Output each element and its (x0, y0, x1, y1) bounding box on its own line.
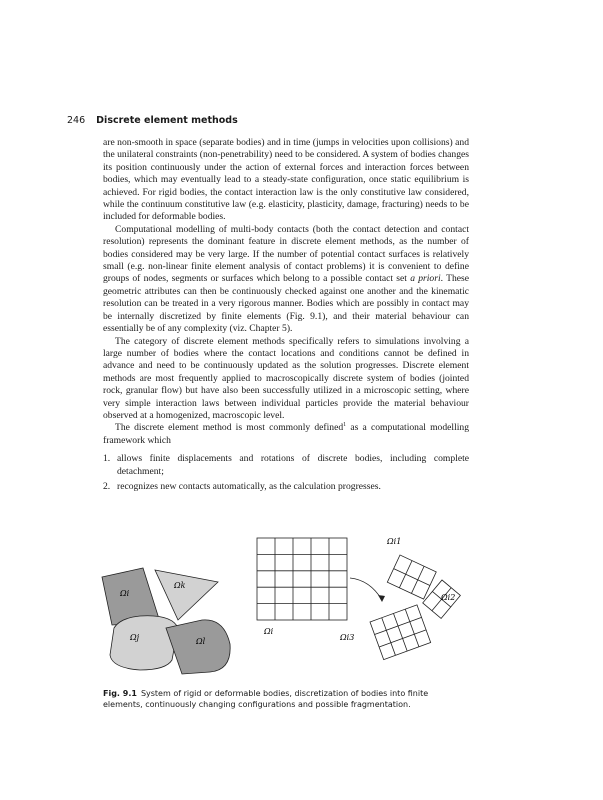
label-omega-i: Ωi (120, 589, 130, 598)
paragraph-1: are non-smooth in space (separate bodies) and in time (jumps in velocities upon collisions) and the unilateral constraints (non-penetrability) need to be considered. A system of bodies changes its position continuously under the action of external forces and interaction forces between bodies, which may eventually lead to a steady-state configuration, once static equilibrium is achieved. For rigid bodies, the contact interaction law is the only constitutive law considered, while the continuum constitutive law (e.g. elasticity, plasticity, damage, fracturing) needs to be included for deformable bodies. (103, 137, 469, 223)
arrow-head (378, 595, 385, 602)
label-omega-i-2: Ωi2 (441, 593, 456, 602)
list-item: 1. allows finite displacements and rotations of discrete bodies, including complete detachment; (103, 453, 469, 477)
paragraph-3: The category of discrete element methods specifically refers to simulations involving a large number of bodies where the contact locations and conditions cannot be defined in advance and need to be continuously updated as the solution progresses. Discrete element methods are most frequently applied to macroscopically discrete system of bodies (jointed rock, granular flow) but have also been successfully utilized in a microscopic setting, where very simple interaction laws between individual particles provide the material behaviour observed at a homogenized, macroscopic level. (103, 335, 469, 421)
running-header (67, 115, 238, 126)
paragraph-4: The discrete element method is most commonly defined$^1$ as a computational modelling framework which (103, 422, 469, 446)
figure-9-1 (100, 520, 480, 690)
figure-caption (103, 688, 469, 710)
label-omega-l: Ωl (196, 637, 206, 646)
label-omega-i-grid: Ωi (264, 627, 274, 636)
caption-text: System of rigid or deformable bodies, discretization of bodies into finite elements, continuously changing configurations and possible fragmentation. (103, 689, 429, 709)
figure-drawing (100, 520, 480, 690)
chapter-title: Discrete element methods (96, 115, 238, 126)
finite-element-grid (257, 538, 347, 620)
definition-list (103, 453, 469, 493)
label-omega-i-1: Ωi1 (387, 537, 402, 546)
footnote-marker: 1 (343, 422, 347, 429)
label-omega-k: Ωk (174, 581, 186, 590)
fragment-1 (387, 555, 436, 599)
body-omega-k (155, 570, 218, 620)
page-number: 246 (67, 115, 86, 126)
body-text (103, 137, 469, 496)
label-omega-i-3: Ωi3 (340, 633, 355, 642)
label-omega-j: Ωj (130, 633, 140, 642)
caption-label: Fig. 9.1 (103, 689, 137, 698)
transition-arrow (350, 578, 382, 600)
body-omega-j (110, 616, 178, 670)
paragraph-2: Computational modelling of multi-body contacts (both the contact detection and contact resolution) represents the dominant feature in discrete element methods, as the number of bodies considered may be very large. If the number of potential contact surfaces is relatively small (e.g. non-linear finite element analysis of contact problems) it is convenient to define groups of nodes, segments or surfaces which belong to a possible contact set a priori. These geometric attributes can then be continuously checked against one another and the kinematic resolution can be treated in a very rigorous manner. Bodies which are possibly in contact may be internally discretized by finite elements (Fig. 9.1), and their material behaviour can essentially be of any complexity (viz. Chapter 5). (103, 223, 470, 335)
fragment-3 (370, 605, 431, 660)
body-omega-l (166, 620, 230, 674)
italic-a-priori: a priori (410, 273, 441, 285)
list-item: 2. recognizes new contacts automatically, as the calculation progresses. (103, 480, 381, 492)
